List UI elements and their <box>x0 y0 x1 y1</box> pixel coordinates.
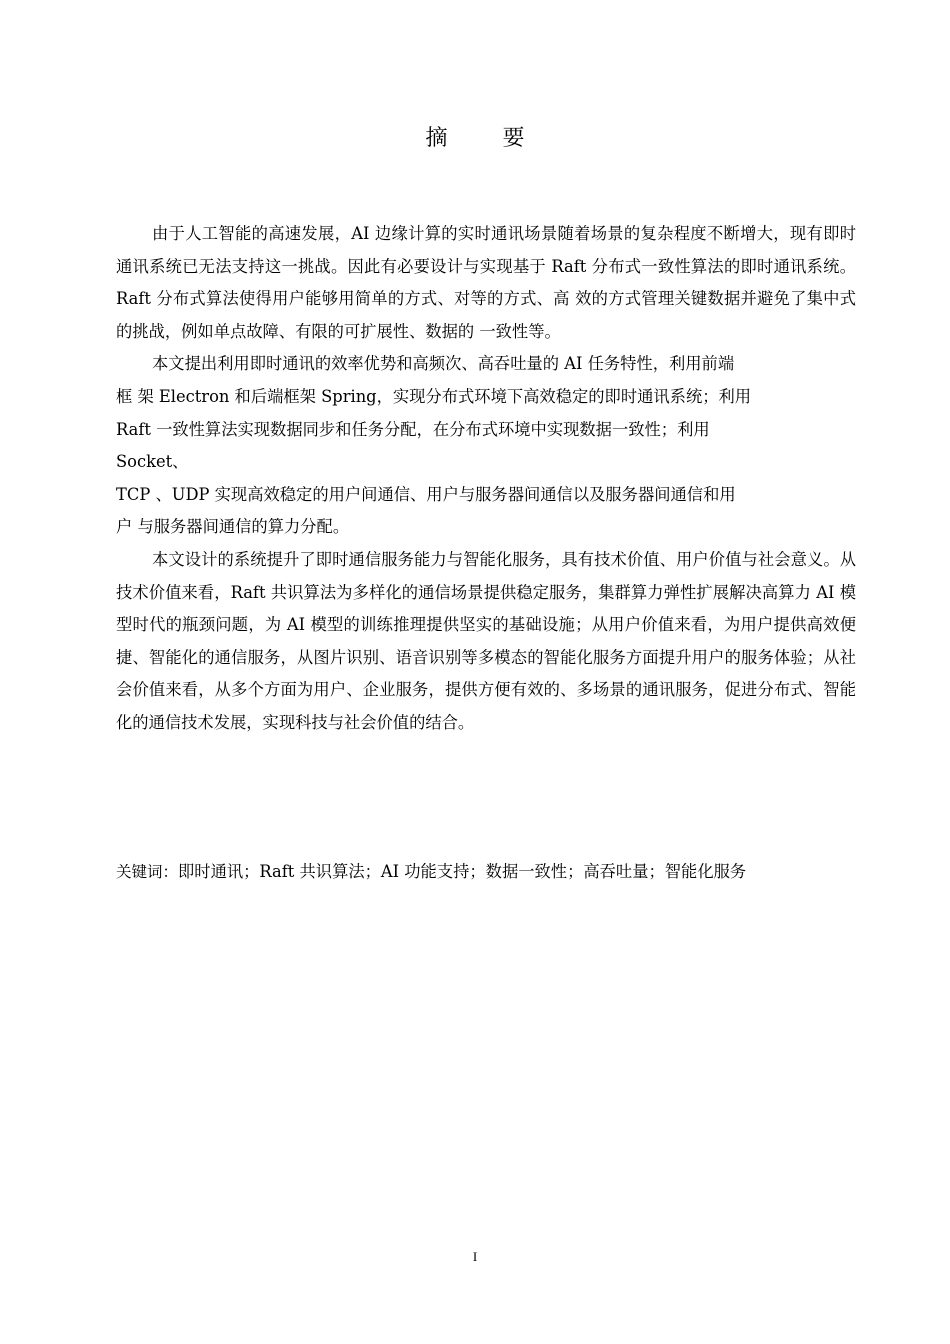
paragraph-2-line: 框 架 Electron 和后端框架 Spring，实现分布式环境下高效稳定的即时通讯系统；利用 <box>116 386 752 406</box>
page-title: 摘 要 <box>425 126 549 151</box>
paragraph-2-line: 户 与服务器间通信的算力分配。 <box>116 517 350 537</box>
paragraph-2-line: TCP 、UDP 实现高效稳定的用户间通信、用户与服务器间通信以及服务器间通信和用 <box>116 484 736 504</box>
paragraph-2-line: 本文提出利用即时通讯的效率优势和高频次、高吞吐量的 AI 任务特性，利用前端 <box>152 354 735 374</box>
abstract-paragraph-3: 本文设计的系统提升了即时通信服务能力与智能化服务，具有技术价值、用户价值与社会意义。从技术价值来看，Raft 共识算法为多样化的通信场景提供稳定服务，集群算力弹性扩展解决高算力 AI 模型时代的瓶颈问题，为 AI 模型的训练推理提供坚实的基础设施；从用户价值来看，为用户提供高效便捷、智能化的通信服务，从图片识别、语音识别等多模态的智能化服务方面提升用户的服务体验；从社会价值来看，从多个方面为用户、企业服务，提供方便有效的、多场景的通讯服务，促进分布式、智能化的通信技术发展，实现科技与社会价值的结合。 <box>116 549 856 732</box>
keywords-label: 关键词： <box>116 863 179 881</box>
page-number: I <box>472 1249 478 1264</box>
keywords-line <box>116 858 876 886</box>
keywords-list: 即时通讯；Raft 共识算法；AI 功能支持；数据一致性；高吞吐量；智能化服务 <box>178 862 747 881</box>
paragraph-2-line: Raft 一致性算法实现数据同步和任务分配，在分布式环境中实现数据一致性；利用 <box>116 419 710 439</box>
abstract-paragraph-1: 由于人工智能的高速发展，AI 边缘计算的实时通讯场景随着场景的复杂程度不断增大，现有即时通讯系统已无法支持这一挑战。因此有必要设计与实现基于 Raft 分布式一致性算法的即时通讯系统。Raft 分布式算法使得用户能够用简单的方式、对等的方式、高 效的方式管理关键数据并避免了集中式的挑战，例如单点故障、有限的可扩展性、数据的 一致性等。 <box>116 224 856 341</box>
abstract-paragraph-2 <box>116 348 856 544</box>
paragraph-2-line: Socket、 <box>116 452 189 472</box>
abstract-body <box>116 218 856 740</box>
